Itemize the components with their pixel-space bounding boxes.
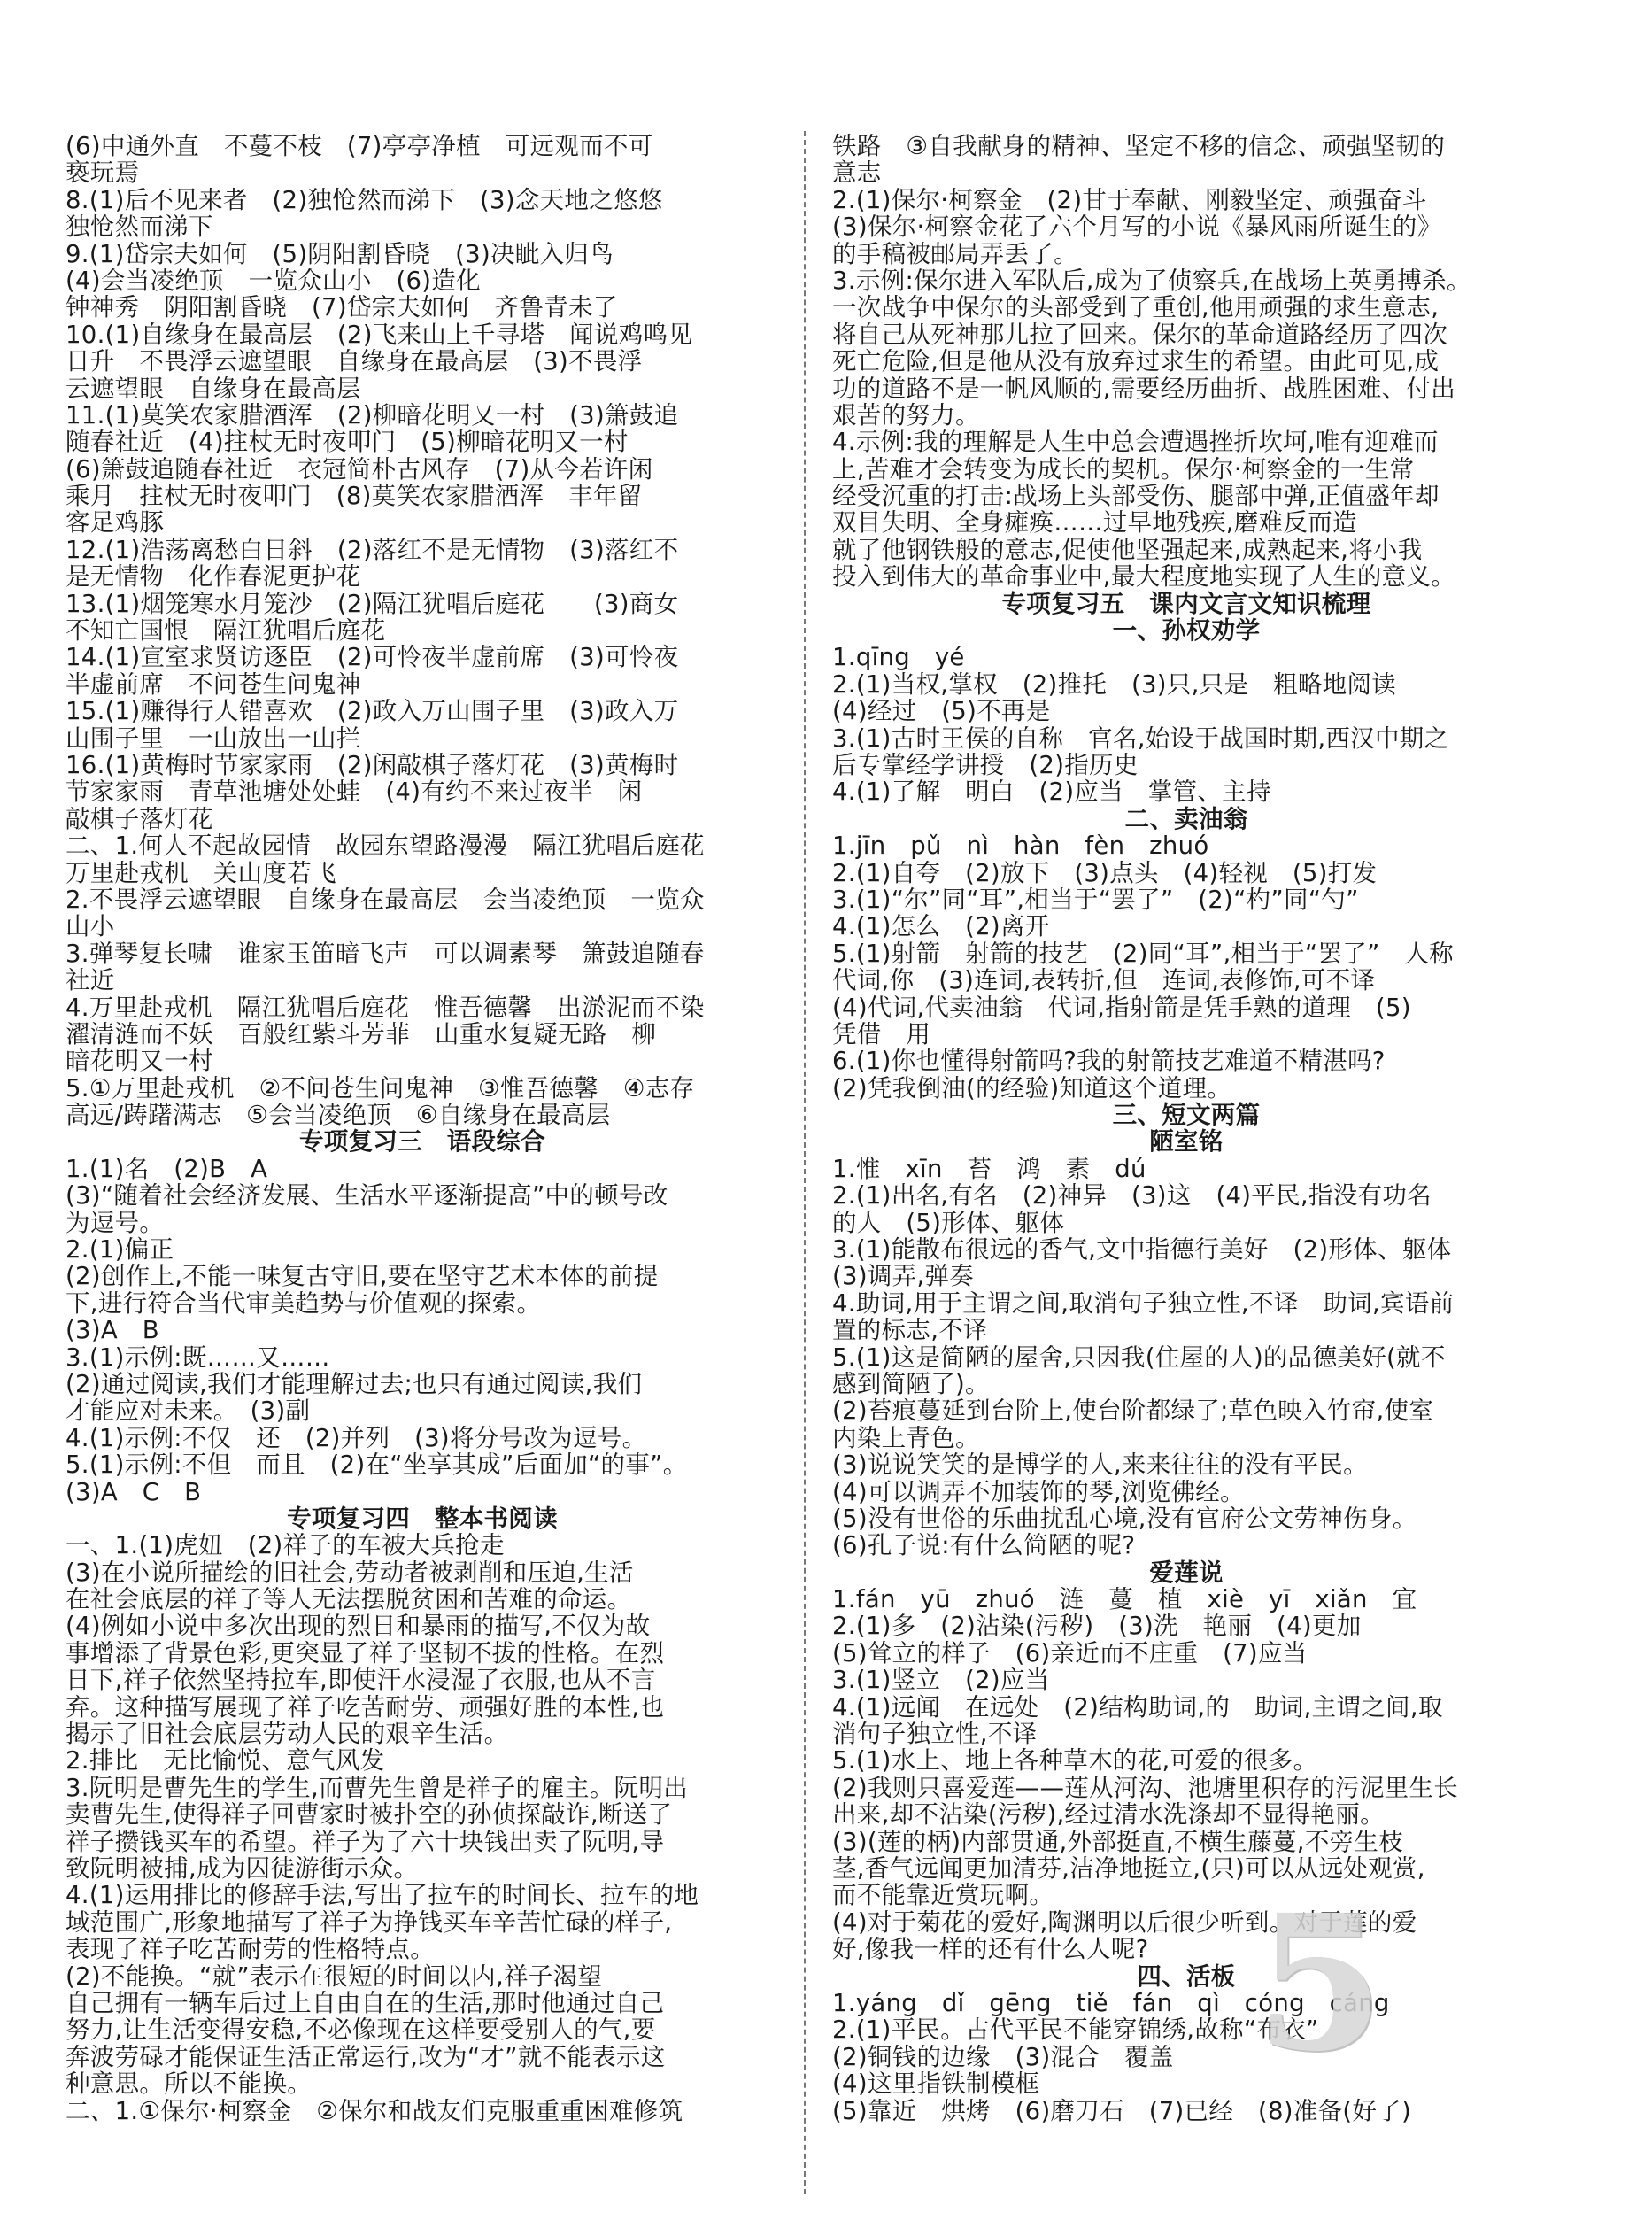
answer-line: 内染上青色。 xyxy=(832,1424,980,1452)
answer-line: 5.①万里赴戎机 ②不问苍生问鬼神 ③惟吾德馨 ④志存 xyxy=(66,1074,695,1103)
section-heading: 陋室铭 xyxy=(1149,1128,1224,1156)
answer-line: 亵玩焉 xyxy=(66,159,140,187)
answer-line: 2.(1)平民。古代平民不能穿锦绣,故称“布衣” xyxy=(832,2016,1319,2044)
answer-line: 日升 不畏浮云遮望眼 自缘身在最高层 (3)不畏浮 xyxy=(66,348,643,375)
answer-line: 而不能靠近赏玩啊。 xyxy=(832,1882,1054,1909)
answer-line: (3)A C B xyxy=(66,1478,202,1505)
answer-line: 1.fán yū zhuó 涟 蔓 植 xiè yī xiǎn 宜 xyxy=(832,1586,1417,1613)
answer-line: 代词,你 (3)连词,表转折,但 连词,表修饰,可不译 xyxy=(832,967,1376,994)
answer-line: (6)中通外直 不蔓不枝 (7)亭亭净植 可远观而不可 xyxy=(66,133,653,160)
answer-line: 濯清涟而不妖 百般红紫斗芳菲 山重水复疑无路 柳 xyxy=(66,1020,657,1048)
answer-line: 经受沉重的打击:战场上头部受伤、腿部中弹,正值盛年却 xyxy=(832,483,1440,510)
answer-line: 凭借 用 xyxy=(832,1020,931,1048)
answer-line: (3)调弄,弹奏 xyxy=(832,1263,975,1290)
answer-line: 种意思。所以不能换。 xyxy=(66,2070,312,2098)
section-heading: 爱莲说 xyxy=(1149,1559,1224,1587)
answer-line: 日下,祥子依然坚持拉车,即使汗水浸湿了衣服,也从不言 xyxy=(66,1667,656,1694)
answer-line: 3.弹琴复长啸 谁家玉笛暗飞声 可以调素琴 箫鼓追随春 xyxy=(66,940,705,968)
answer-line: 死亡危险,但是他从没有放弃过求生的希望。由此可见,成 xyxy=(832,348,1440,375)
answer-line: 4.万里赴戎机 隔江犹唱后庭花 惟吾德馨 出淤泥而不染 xyxy=(66,994,705,1021)
section-heading: 四、活板 xyxy=(1137,1962,1236,1990)
answer-line: 乘月 拄杖无时夜叩门 (8)莫笑农家腊酒浑 丰年留 xyxy=(66,483,643,510)
answer-line: 为逗号。 xyxy=(66,1209,165,1237)
answer-line: 6.(1)你也懂得射箭吗?我的射箭技艺难道不精湛吗? xyxy=(832,1048,1386,1075)
answer-line: 事增添了背景色彩,更突显了祥子坚韧不拔的性格。在烈 xyxy=(66,1639,665,1667)
answer-line: 不知亡国恨 隔江犹唱后庭花 xyxy=(66,617,386,645)
answer-line: (6)箫鼓追随春社近 衣冠简朴古风存 (7)从今若许闲 xyxy=(66,455,653,484)
answer-line: 上,苦难才会转变为成长的契机。保尔·柯察金的一生常 xyxy=(832,455,1415,484)
answer-line: (3)说说笑笑的是博学的人,来来往往的没有平民。 xyxy=(832,1451,1368,1479)
left-column xyxy=(66,133,779,2124)
answer-line: 2.不畏浮云遮望眼 自缘身在最高层 会当凌绝顶 一览众 xyxy=(66,886,705,914)
answer-line: 4.(1)了解 明白 (2)应当 掌管、主持 xyxy=(832,778,1271,806)
answer-line: 14.(1)宣室求贤访逐臣 (2)可怜夜半虚前席 (3)可怜夜 xyxy=(66,644,679,671)
right-column xyxy=(832,133,1540,2124)
answer-line: 1.jīn pǔ nì hàn fèn zhuó xyxy=(832,832,1209,860)
answer-line: 8.(1)后不见来者 (2)独怆然而涕下 (3)念天地之悠悠 xyxy=(66,186,663,214)
answer-line: 13.(1)烟笼寒水月笼沙 (2)隔江犹唱后庭花 (3)商女 xyxy=(66,590,679,618)
answer-line: (4)例如小说中多次出现的烈日和暴雨的描写,不仅为故 xyxy=(66,1613,651,1640)
section-heading: 专项复习四 整本书阅读 xyxy=(287,1505,558,1533)
answer-line: 敲棋子落灯花 xyxy=(66,805,213,833)
answer-line: 高远/踌躇满志 ⑤会当凌绝顶 ⑥自缘身在最高层 xyxy=(66,1102,611,1129)
answer-line: 2.(1)保尔·柯察金 (2)甘于奉献、刚毅坚定、顽强奋斗 xyxy=(832,186,1427,214)
answer-line: 自己拥有一辆车后过上自由自在的生活,那时他通过自己 xyxy=(66,1989,665,2017)
answer-line: 12.(1)浩荡离愁白日斜 (2)落红不是无情物 (3)落红不 xyxy=(66,536,679,564)
answer-line: 后专掌经学讲授 (2)指历史 xyxy=(832,751,1139,779)
answer-line: 在社会底层的祥子等人无法摆脱贫困和苦难的命运。 xyxy=(66,1586,632,1613)
answer-line: 5.(1)这是简陋的屋舍,只因我(住屋的人)的品德美好(就不 xyxy=(832,1343,1446,1371)
answer-line: 云遮望眼 自缘身在最高层 xyxy=(66,375,361,402)
answer-line: 二、1.①保尔·柯察金 ②保尔和战友们克服重重困难修筑 xyxy=(66,2097,683,2124)
answer-line: 16.(1)黄梅时节家家雨 (2)闲敲棋子落灯花 (3)黄梅时 xyxy=(66,751,679,779)
answer-line: 才能应对未来。 (3)副 xyxy=(66,1397,311,1425)
answer-line: 域范围广,形象地描写了祥子为挣钱买车辛苦忙碌的样子, xyxy=(66,1908,673,1937)
answer-line: 好,像我一样的还有什么人呢? xyxy=(832,1936,1149,1963)
answer-line: 致阮明被捕,成为囚徒游街示众。 xyxy=(66,1855,419,1883)
answer-line: 9.(1)岱宗夫如何 (5)阴阳割昏晓 (3)决眦入归鸟 xyxy=(66,240,614,267)
answer-line: 4.助词,用于主谓之间,取消句子独立性,不译 助词,宾语前 xyxy=(832,1289,1455,1318)
answer-line: 1.惟 xīn 苔 鸿 素 dú xyxy=(832,1155,1146,1183)
answer-line: 置的标志,不译 xyxy=(832,1317,988,1344)
answer-line: (2)我则只喜爱莲——莲从河沟、池塘里积存的污泥里生长 xyxy=(832,1774,1459,1802)
answer-line: 1.yáng dǐ gēng tiě fán qì cóng cáng xyxy=(832,1989,1390,2017)
answer-line: 铁路 ③自我献身的精神、坚定不移的信念、顽强坚韧的 xyxy=(832,133,1446,160)
answer-line: (3)保尔·柯察金花了六个月写的小说《暴风雨所诞生的》 xyxy=(832,213,1442,241)
answer-line: (2)苔痕蔓延到台阶上,使台阶都绿了;草色映入竹帘,使室 xyxy=(832,1397,1434,1425)
answer-line: (6)孔子说:有什么简陋的呢? xyxy=(832,1532,1136,1559)
answer-line: 艰苦的努力。 xyxy=(832,401,980,429)
answer-line: 钟神秀 阴阳割昏晓 (7)岱宗夫如何 齐鲁青未了 xyxy=(66,294,618,321)
answer-line: 山小 xyxy=(66,913,115,940)
answer-line: 3.示例:保尔进入军队后,成为了侦察兵,在战场上英勇搏杀。 xyxy=(832,267,1471,295)
answer-line: 2.(1)出名,有名 (2)神异 (3)这 (4)平民,指没有功名 xyxy=(832,1182,1432,1210)
answer-line: 1.(1)名 (2)B A xyxy=(66,1155,268,1183)
answer-line: 3.(1)竖立 (2)应当 xyxy=(832,1667,1050,1694)
answer-line: 5.(1)示例:不但 而且 (2)在“坐享其成”后面加“的事”。 xyxy=(66,1451,688,1479)
answer-line: 2.排比 无比愉悦、意气风发 xyxy=(66,1747,385,1775)
answer-line: 4.示例:我的理解是人生中总会遭遇挫折坎坷,唯有迎难而 xyxy=(832,429,1439,456)
section-heading: 三、短文两篇 xyxy=(1112,1102,1261,1129)
page-number: 5 xyxy=(1254,1874,1385,2093)
answer-line: 弃。这种描写展现了祥子吃苦耐劳、顽强好胜的本性,也 xyxy=(66,1693,665,1721)
answer-line: 15.(1)赚得行人错喜欢 (2)政入万山围子里 (3)政入万 xyxy=(66,698,679,725)
answer-line: 10.(1)自缘身在最高层 (2)飞来山上千寻塔 闻说鸡鸣见 xyxy=(66,321,693,349)
answer-line: 就了他钢铁般的意志,促使他坚强起来,成熟起来,将小我 xyxy=(832,536,1423,564)
answer-line: 消句子独立性,不译 xyxy=(832,1721,1038,1748)
answer-line: 意志 xyxy=(832,159,882,187)
answer-line: 揭示了旧社会底层劳动人民的艰辛生活。 xyxy=(66,1721,509,1748)
answer-line: 二、1.何人不起故园情 故园东望路漫漫 隔江犹唱后庭花 xyxy=(66,832,705,860)
answer-line: 社近 xyxy=(66,967,115,994)
answer-line: 祥子攒钱买车的希望。祥子为了六十块钱出卖了阮明,导 xyxy=(66,1828,665,1855)
answer-line: (5)耸立的样子 (6)亲近而不庄重 (7)应当 xyxy=(832,1639,1308,1667)
answer-line: 3.(1)古时王侯的自称 官名,始设于战国时期,西汉中期之 xyxy=(832,724,1449,752)
answer-line: 5.(1)水上、地上各种草木的花,可爱的很多。 xyxy=(832,1747,1318,1775)
answer-line: 出来,却不沾染(污秽),经过清水洗涤却不显得艳丽。 xyxy=(832,1801,1385,1829)
answer-line: 11.(1)莫笑农家腊酒浑 (2)柳暗花明又一村 (3)箫鼓追 xyxy=(66,401,679,429)
answer-line: (4)对于菊花的爱好,陶渊明以后很少听到。对于莲的爱 xyxy=(832,1908,1417,1937)
answer-line: 3.(1)能散布很远的香气,文中指德行美好 (2)形体、躯体 xyxy=(832,1236,1452,1264)
answer-line: 的人 (5)形体、躯体 xyxy=(832,1209,1065,1237)
answer-line: (2)通过阅读,我们才能理解过去;也只有通过阅读,我们 xyxy=(66,1370,643,1398)
answer-line: (2)创作上,不能一味复古守旧,要在坚守艺术本体的前提 xyxy=(66,1263,659,1290)
answer-line: 2.(1)当权,掌权 (2)推托 (3)只,只是 粗略地阅读 xyxy=(832,670,1397,699)
answer-line: (3)(莲的柄)内部贯通,外部挺直,不横生藤蔓,不旁生枝 xyxy=(832,1828,1404,1855)
answer-line: 4.(1)运用排比的修辞手法,写出了拉车的时间长、拉车的地 xyxy=(66,1882,699,1909)
section-heading: 二、卖油翁 xyxy=(1124,805,1248,833)
answer-line: 功的道路不是一帆风顺的,需要经历曲折、战胜困难、付出 xyxy=(832,375,1456,402)
answer-line: 表现了祥子吃苦耐劳的性格特点。 xyxy=(66,1936,435,1963)
answer-line: 暗花明又一村 xyxy=(66,1048,213,1075)
answer-line: 1.qīng yé xyxy=(832,644,965,671)
answer-line: 一次战争中保尔的头部受到了重创,他用顽强的求生意志, xyxy=(832,294,1440,321)
answer-line: 节家家雨 青草池塘处处蛙 (4)有约不来过夜半 闲 xyxy=(66,778,643,806)
answer-line: (2)不能换。“就”表示在很短的时间以内,祥子渴望 xyxy=(66,1962,603,1990)
answer-line: (4)经过 (5)不再是 xyxy=(832,698,1051,725)
answer-line: 双目失明、全身瘫痪……过早地残疾,磨难反而造 xyxy=(832,509,1357,537)
answer-line: (2)铜钱的边缘 (3)混合 覆盖 xyxy=(832,2043,1174,2071)
section-heading: 专项复习三 语段综合 xyxy=(299,1128,545,1156)
answer-line: 随春社近 (4)拄杖无时夜叩门 (5)柳暗花明又一村 xyxy=(66,429,629,456)
answer-line: 茎,香气远闻更加清芬,洁净地挺立,(只)可以从远处观赏, xyxy=(832,1855,1425,1883)
answer-line: 5.(1)射箭 射箭的技艺 (2)同“耳”,相当于“罢了” 人称 xyxy=(832,940,1454,968)
column-divider xyxy=(804,131,806,2194)
section-heading: 一、孙权劝学 xyxy=(1112,617,1261,645)
answer-line: 努力,让生活变得安稳,不必像现在这样要受别人的气,要 xyxy=(66,2016,656,2044)
answer-line: 感到简陋了)。 xyxy=(832,1370,990,1398)
answer-line: 3.(1)示例:既……又…… xyxy=(66,1343,330,1371)
answer-line: 万里赴戎机 关山度若飞 xyxy=(66,859,336,886)
answer-line: (4)代词,代卖油翁 代词,指射箭是凭手熟的道理 (5) xyxy=(832,994,1411,1021)
answer-line: (4)可以调弄不加装饰的琴,浏览佛经。 xyxy=(832,1478,1245,1505)
answer-line: (3)A B xyxy=(66,1317,159,1344)
answer-line: 3.(1)“尔”同“耳”,相当于“罢了” (2)“杓”同“勺” xyxy=(832,886,1359,914)
answer-line: 投入到伟大的革命事业中,最大程度地实现了人生的意义。 xyxy=(832,563,1456,591)
answer-line: 的手稿被邮局弄丢了。 xyxy=(832,240,1078,267)
answer-line: 4.(1)示例:不仅 还 (2)并列 (3)将分号改为逗号。 xyxy=(66,1424,647,1452)
answer-line: (4)这里指铁制模框 xyxy=(832,2070,1040,2098)
answer-line: 独怆然而涕下 xyxy=(66,213,213,241)
answer-line: 2.(1)自夸 (2)放下 (3)点头 (4)轻视 (5)打发 xyxy=(832,859,1378,886)
answer-line: (3)“随着社会经济发展、生活水平逐渐提高”中的顿号改 xyxy=(66,1182,668,1210)
answer-line: 下,进行符合当代审美趋势与价值观的探索。 xyxy=(66,1289,542,1318)
answer-line: 2.(1)多 (2)沾染(污秽) (3)洗 艳丽 (4)更加 xyxy=(832,1613,1362,1640)
answer-line: 2.(1)偏正 xyxy=(66,1236,174,1264)
section-heading: 专项复习五 课内文言文知识梳理 xyxy=(1001,590,1371,618)
answer-line: (5)没有世俗的乐曲扰乱心境,没有官府公文劳神伤身。 xyxy=(832,1505,1417,1533)
answer-line: 是无情物 化作春泥更护花 xyxy=(66,563,361,591)
answer-line: 卖曹先生,使得祥子回曹家时被扑空的孙侦探敲诈,断送了 xyxy=(66,1801,673,1829)
answer-line: 4.(1)远闻 在远处 (2)结构助词,的 助词,主谓之间,取 xyxy=(832,1693,1443,1721)
answer-line: (5)靠近 烘烤 (6)磨刀石 (7)已经 (8)准备(好了) xyxy=(832,2097,1412,2124)
answer-line: 山围子里 一山放出一山拦 xyxy=(66,724,361,752)
answer-line: 3.阮明是曹先生的学生,而曹先生曾是祥子的雇主。阮明出 xyxy=(66,1774,689,1802)
answer-line: 4.(1)怎么 (2)离开 xyxy=(832,913,1050,940)
answer-line: 一、1.(1)虎妞 (2)祥子的车被大兵抢走 xyxy=(66,1532,505,1559)
answer-line: 客足鸡豚 xyxy=(66,509,165,537)
answer-line: (4)会当凌绝顶 一览众山小 (6)造化 xyxy=(66,267,481,295)
answer-line: 半虚前席 不问苍生问鬼神 xyxy=(66,670,361,699)
answer-line: 奔波劳碌才能保证生活正常运行,改为“才”就不能表示这 xyxy=(66,2043,666,2071)
answer-line: (2)凭我倒油(的经验)知道这个道理。 xyxy=(832,1074,1232,1103)
answer-line: 将自己从死神那儿拉了回来。保尔的革命道路经历了四次 xyxy=(832,321,1447,349)
answer-line: (3)在小说所描绘的旧社会,劳动者被剥削和压迫,生活 xyxy=(66,1559,634,1587)
